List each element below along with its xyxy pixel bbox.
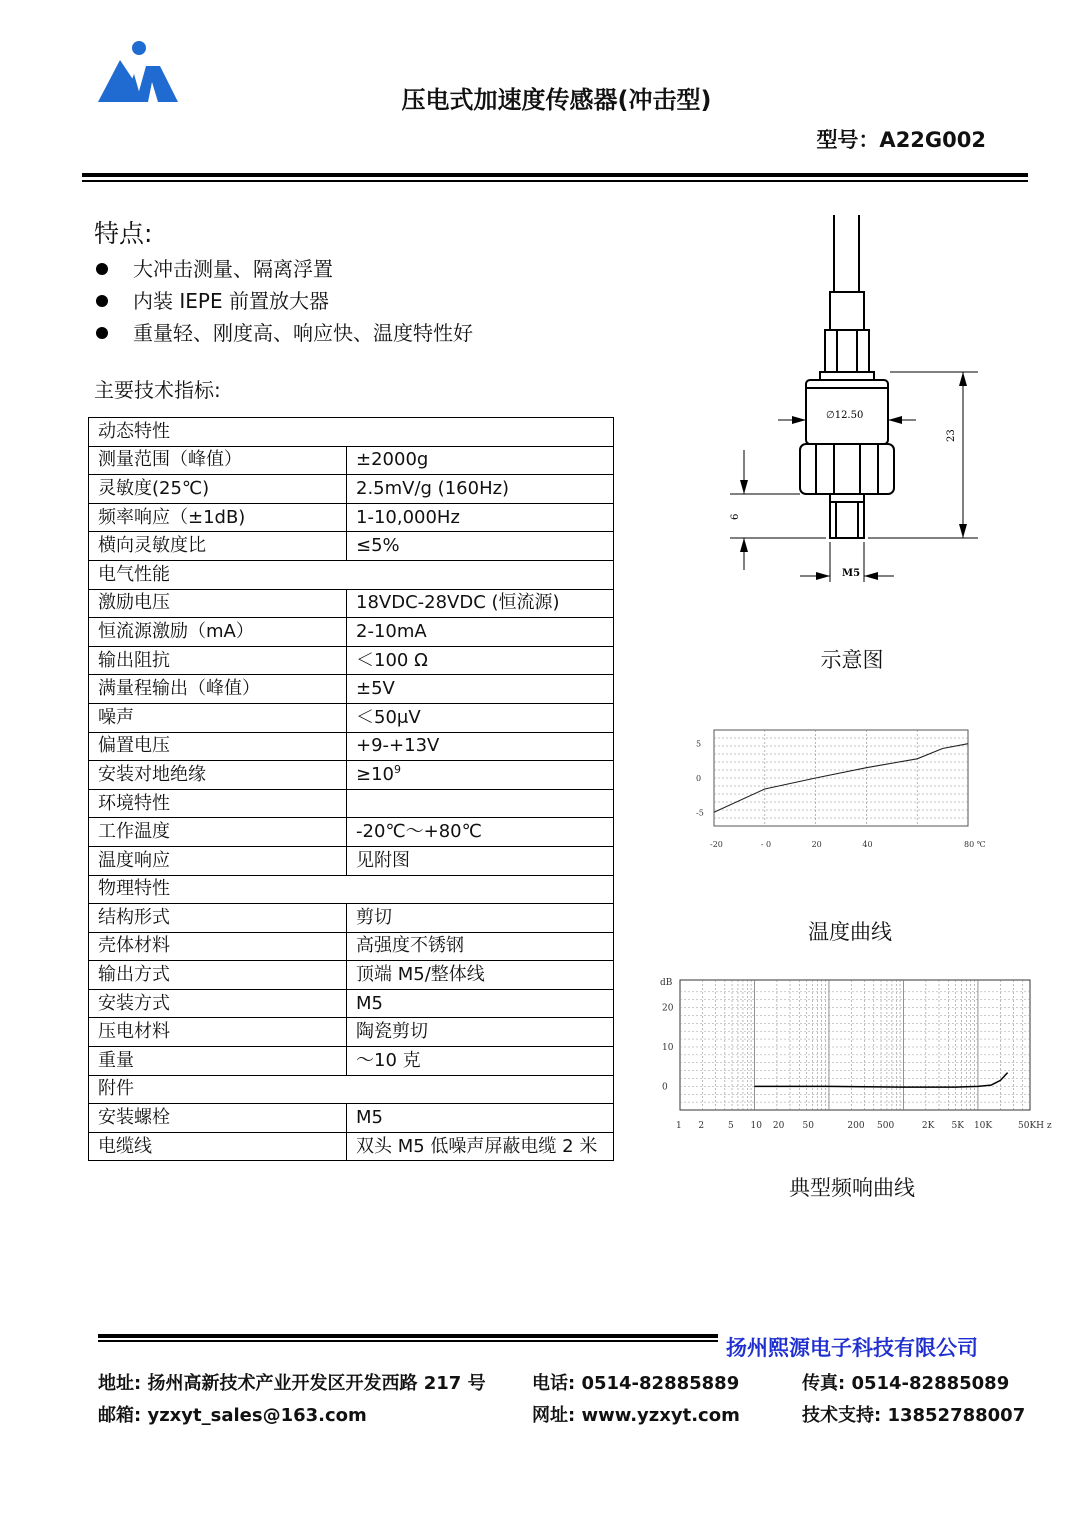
spec-name: 频率响应（±1dB) xyxy=(89,503,347,532)
frequency-response-chart xyxy=(650,972,1060,1137)
exponent: 9 xyxy=(394,762,401,776)
model-number: 型号：A22G002 xyxy=(816,128,986,152)
website: 网址: www.yzxyt.com xyxy=(532,1405,740,1426)
spec-value: ＜50μV xyxy=(347,703,614,732)
spec-value: +9-+13V xyxy=(347,732,614,761)
table-row xyxy=(89,961,614,990)
email: 邮箱: yzxyt_sales@163.com xyxy=(98,1405,367,1426)
x-tick-label: 50KH z xyxy=(1018,1121,1052,1131)
table-row xyxy=(89,475,614,504)
table-row xyxy=(89,761,614,790)
sensor-diagram xyxy=(720,210,980,590)
table-row xyxy=(89,703,614,732)
feature-item: 内装 IEPE 前置放大器 xyxy=(96,285,329,314)
phone: 电话: 0514-82885889 xyxy=(532,1373,740,1394)
spec-name: 压电材料 xyxy=(89,1018,347,1047)
x-tick-label: - 0 xyxy=(760,840,772,849)
x-tick-label: 5 xyxy=(728,1121,734,1131)
spec-name: 安装对地绝缘 xyxy=(89,761,347,790)
thread-length-label: 6 xyxy=(730,513,741,520)
spec-name: 温度响应 xyxy=(89,846,347,875)
company-name: 扬州熙源电子科技有限公司 xyxy=(726,1336,978,1360)
spec-name: 恒流源激励（mA） xyxy=(89,618,347,647)
section-row xyxy=(89,789,614,818)
spec-name: 重量 xyxy=(89,1047,347,1076)
spec-name: 横向灵敏度比 xyxy=(89,532,347,561)
spec-value: 1-10,000Hz xyxy=(347,503,614,532)
spec-value: 双头 M5 低噪声屏蔽电缆 2 米 xyxy=(347,1132,614,1161)
spec-name: 安装螺栓 xyxy=(89,1104,347,1133)
section-title: 动态特性 xyxy=(89,418,614,447)
section-row xyxy=(89,875,614,904)
spec-name: 工作温度 xyxy=(89,818,347,847)
spec-value: ＜100 Ω xyxy=(347,646,614,675)
spec-name: 输出方式 xyxy=(89,961,347,990)
table-row xyxy=(89,818,614,847)
spec-value: ±5V xyxy=(347,675,614,704)
spec-name: 电缆线 xyxy=(89,1132,347,1161)
features-heading: 特点: xyxy=(94,219,153,248)
spec-value: M5 xyxy=(347,989,614,1018)
bullet-icon xyxy=(96,263,108,275)
table-row xyxy=(89,646,614,675)
x-tick-label: -20 xyxy=(710,840,723,849)
address: 地址: 扬州高新技术产业开发区开发西路 217 号 xyxy=(98,1373,486,1394)
x-tick-label: 50 xyxy=(802,1121,814,1131)
spec-name: 输出阻抗 xyxy=(89,646,347,675)
temperature-chart-caption: 温度曲线 xyxy=(808,920,892,944)
spec-name: 满量程输出（峰值） xyxy=(89,675,347,704)
feature-item: 大冲击测量、隔离浮置 xyxy=(96,253,333,282)
spec-value: 2-10mA xyxy=(347,618,614,647)
x-tick-label: 2K xyxy=(921,1121,935,1131)
x-tick-label: 20 xyxy=(772,1121,785,1131)
x-tick-label: 80 ℃ xyxy=(964,840,986,849)
x-tick-label: 500 xyxy=(877,1121,895,1131)
spec-value: ±2000g xyxy=(347,446,614,475)
spec-value: $\ge 10^9$ xyxy=(347,761,614,790)
table-row xyxy=(89,1047,614,1076)
footer-rule-thin xyxy=(98,1340,718,1342)
x-tick-label: 10K xyxy=(973,1121,993,1131)
table-row xyxy=(89,932,614,961)
spec-name: 偏置电压 xyxy=(89,732,347,761)
spec-name: 结构形式 xyxy=(89,904,347,933)
spec-value: 顶端 M5/整体线 xyxy=(347,961,614,990)
y-tick-label: 5 xyxy=(696,739,702,749)
table-row xyxy=(89,618,614,647)
diagram-caption: 示意图 xyxy=(820,648,884,672)
specs-heading: 主要技术指标: xyxy=(94,378,221,402)
table-row xyxy=(89,532,614,561)
table-row xyxy=(89,446,614,475)
spec-value: 剪切 xyxy=(347,904,614,933)
x-tick-label: 200 xyxy=(847,1121,865,1131)
table-row xyxy=(89,1132,614,1161)
y-axis-label: dB xyxy=(660,978,673,988)
temperature-curve xyxy=(714,744,968,813)
y-tick-label: 10 xyxy=(662,1042,674,1053)
section-row xyxy=(89,1075,614,1104)
table-row xyxy=(89,846,614,875)
section-title: 附件 xyxy=(89,1075,614,1104)
spec-name: 安装方式 xyxy=(89,989,347,1018)
spec-name: 测量范围（峰值） xyxy=(89,446,347,475)
y-tick-label: 0 xyxy=(662,1082,668,1093)
spec-name: 灵敏度(25℃) xyxy=(89,475,347,504)
feature-item: 重量轻、刚度高、响应快、温度特性好 xyxy=(96,317,473,346)
bullet-icon xyxy=(96,327,108,339)
table-row xyxy=(89,1104,614,1133)
section-row xyxy=(89,560,614,589)
section-row xyxy=(89,418,614,447)
x-tick-label: 40 xyxy=(862,840,873,849)
spec-value: 陶瓷剪切 xyxy=(347,1018,614,1047)
y-tick-label: -5 xyxy=(696,808,704,818)
x-tick-label: 20 xyxy=(811,840,822,849)
table-row xyxy=(89,589,614,618)
spec-name: 激励电压 xyxy=(89,589,347,618)
table-row xyxy=(89,503,614,532)
table-row xyxy=(89,732,614,761)
y-tick-label: 20 xyxy=(662,1003,674,1014)
spec-value: ≤5% xyxy=(347,532,614,561)
temperature-chart xyxy=(690,722,990,862)
header-rule xyxy=(82,173,1028,177)
spec-value: 高强度不锈钢 xyxy=(347,932,614,961)
bullet-icon xyxy=(96,295,108,307)
page-title: 压电式加速度传感器(冲击型) xyxy=(401,86,712,114)
header-rule-thin xyxy=(82,180,1028,182)
spec-table xyxy=(88,417,614,1161)
spec-value: M5 xyxy=(347,1104,614,1133)
x-tick-label: 1 xyxy=(676,1121,682,1131)
spec-value: -20℃～+80℃ xyxy=(347,818,614,847)
x-tick-label: 10 xyxy=(750,1121,762,1131)
footer-rule xyxy=(98,1334,718,1338)
diameter-label: ∅12.50 xyxy=(826,410,864,421)
section-title: 环境特性 xyxy=(89,789,347,818)
x-tick-label: 5K xyxy=(951,1121,964,1131)
table-row xyxy=(89,904,614,933)
frequency-chart-caption: 典型频响曲线 xyxy=(789,1176,915,1200)
spec-value: 2.5mV/g (160Hz) xyxy=(347,475,614,504)
fax: 传真: 0514-82885089 xyxy=(802,1373,1010,1394)
section-title: 物理特性 xyxy=(89,875,614,904)
table-row xyxy=(89,675,614,704)
plot-frame xyxy=(714,730,968,826)
spec-value: 18VDC-28VDC (恒流源) xyxy=(347,589,614,618)
section-title: 电气性能 xyxy=(89,560,614,589)
x-tick-label: 2 xyxy=(698,1121,705,1131)
thread-label: M5 xyxy=(842,568,861,579)
spec-name: 壳体材料 xyxy=(89,932,347,961)
spec-name: 噪声 xyxy=(89,703,347,732)
table-row xyxy=(89,1018,614,1047)
spec-value: 见附图 xyxy=(347,846,614,875)
table-row xyxy=(89,989,614,1018)
y-tick-label: 0 xyxy=(696,774,702,783)
tech-support: 技术支持: 13852788007 xyxy=(802,1405,1026,1426)
height-label: 23 xyxy=(946,429,957,442)
spec-value: ～10 克 xyxy=(347,1047,614,1076)
